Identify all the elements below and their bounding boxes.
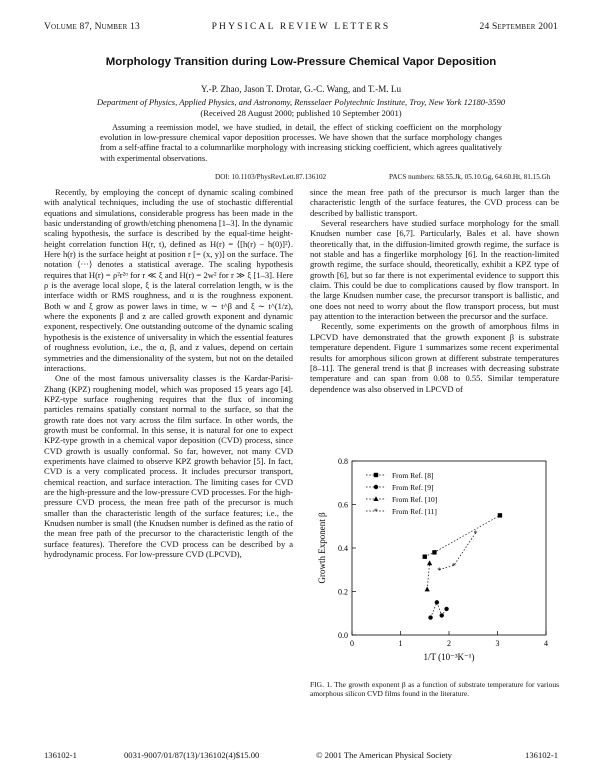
pacs-numbers: PACS numbers: 68.55.Jk, 05.10.Gg, 64.60.Ht, 81.15.Gh bbox=[389, 173, 551, 181]
x-tick-label: 4 bbox=[544, 639, 548, 648]
volume-label: Volume 87, Number 13 bbox=[44, 22, 141, 32]
data-point bbox=[444, 607, 448, 611]
paragraph: Recently, by employing the concept of dynamic scaling combined with analytical techniques, including the use of stochastic differential equations and simulations, considerable progress has been made in the basic understanding of growth/etching phenomena [1–3]. In the dynamic scaling hypothesis, the surface is described by the equal-time height-height correlation function H(r, t), defined as H(r) = ⟨[h(r) − h(0)]²⟩. Here h(r) is the surface height at position r [= (x, y)] on the surface. The notation ⟨···⟩ denotes a statistical average. The scaling hypothesis requires that H(r) = ρ²r²ᵅ for r ≪ ξ and H(r) = 2w² for r ≫ ξ [1–3]. Here ρ is the average local slope, ξ is the lateral correlation length, w is the interface width or RMS roughness, and α is the roughness exponent. Both w and ξ grow as power laws in time, w ∼ t^β and ξ ∼ t^(1/z), where the exponents β and z are called growth exponent and dynamic exponent, respectively. One outstanding outcome of the dynamic scaling hypothesis is the existence of universality in which the essential features of roughness evolution, i.e., the α, β, and z values, depend on certain symmetries and the dimensionality of the system, but not on the detailed interactions. bbox=[44, 187, 293, 373]
x-axis-label: 1/T (10⁻³K⁻¹) bbox=[423, 652, 475, 662]
legend-marker bbox=[374, 473, 378, 477]
paragraph: Recently, some experiments on the growth of amorphous films in LPCVD have demonstrated that the growth exponent β is substrate temperature dependent. Figure 1 summarizes some recent experimental results for amorphous silicon grown at different substrate temperatures [8–11]. The general trend is that β increases with decreasing substrate temperature and can span from 0.08 to 0.55. Similar temperature dependence was also observed in LPCVD of bbox=[310, 321, 559, 394]
paragraph: since the mean free path of the precursor is much larger than the characteristic length of the surface features, the CVD process can be described by ballistic transport. bbox=[310, 187, 559, 218]
body-column-right bbox=[310, 187, 559, 394]
x-tick-label: 2 bbox=[447, 639, 451, 648]
data-point bbox=[427, 560, 432, 565]
growth-exponent-chart bbox=[310, 453, 559, 665]
copyright: © 2001 The American Physical Society bbox=[316, 750, 452, 760]
data-point bbox=[432, 550, 436, 554]
data-point bbox=[428, 615, 432, 619]
affiliation: Department of Physics, Applied Physics, and Astronomy, Rensselaer Polytechnic Institute, Troy, New York 12180-3590 bbox=[96, 97, 506, 107]
y-tick-label: 0.2 bbox=[338, 587, 348, 597]
paragraph: One of the most famous universality classes is the Kardar-Parisi-Zhang (KPZ) roughening model, which was proposed 15 years ago [4]. KPZ-type surface roughening requires that the flux of incoming particles remains spatially constant normal to the surface, so that the growth rate does not vary across the film surface. In other words, the growth must be conformal. In this sense, it is natural for one to expect KPZ-type growth in a chemical vapor deposition (CVD) process, since CVD growth is usually conformal. So far, however, not many CVD experiments have claimed to observe KPZ growth behavior [5]. In fact, CVD is a very complicated process. It includes precursor transport, chemical reaction, and surface interaction. The limiting cases for CVD are the high-pressure and the low-pressure CVD processes. For the high-pressure CVD process, the mean free path of the precursor is much smaller than the characteristic length of the surface features; i.e., the Knudsen number is small (the Knudsen number is defined as the ratio of the mean free path of the precursor to the characteristic length of the surface features). Therefore the CVD process can be described by a hydrodynamic process. For low-pressure CVD (LPCVD), bbox=[44, 373, 293, 560]
legend-label: From Ref. [8] bbox=[392, 471, 434, 480]
running-header bbox=[44, 22, 558, 36]
received-dates: (Received 28 August 2000; published 10 September 2001) bbox=[200, 108, 402, 118]
plot-frame bbox=[352, 461, 546, 635]
y-tick-label: 0.6 bbox=[338, 500, 348, 510]
legend-marker: * bbox=[374, 507, 378, 516]
data-point bbox=[423, 555, 427, 559]
author-list: Y.-P. Zhao, Jason T. Drotar, G.-C. Wang, and T.-M. Lu bbox=[200, 84, 402, 94]
legend-label: From Ref. [10] bbox=[392, 495, 438, 504]
y-tick-label: 0.8 bbox=[338, 457, 348, 466]
legend-marker bbox=[373, 496, 378, 501]
paper-title: Morphology Transition during Low-Pressure Chemical Vapor Deposition bbox=[105, 56, 497, 68]
series-line bbox=[431, 602, 447, 617]
data-point: * bbox=[473, 528, 478, 538]
page-footer bbox=[44, 750, 558, 762]
page-number-left: 136102-1 bbox=[44, 750, 77, 760]
data-point bbox=[440, 613, 444, 617]
data-point bbox=[498, 513, 502, 517]
x-tick-label: 1 bbox=[398, 639, 403, 648]
legend-marker bbox=[374, 485, 378, 489]
data-point bbox=[435, 600, 439, 604]
data-point: * bbox=[437, 565, 442, 575]
y-tick-label: 0.4 bbox=[338, 544, 348, 553]
article-code: 0031-9007/01/87(13)/136102(4)$15.00 bbox=[124, 750, 260, 760]
page-number-right: 136102-1 bbox=[525, 750, 558, 760]
series-line bbox=[427, 563, 429, 589]
doi-line: DOI: 10.1103/PhysRevLett.87.136102 bbox=[215, 173, 327, 181]
x-tick-label: 3 bbox=[495, 639, 500, 648]
data-point: * bbox=[451, 561, 456, 571]
x-tick-label: 0 bbox=[350, 639, 354, 648]
y-axis-label: Growth Exponent β bbox=[317, 512, 327, 584]
journal-name: PHYSICAL REVIEW LETTERS bbox=[211, 22, 391, 32]
figure-1 bbox=[310, 453, 559, 665]
figure-caption: FIG. 1. The growth exponent β as a function of substrate temperature for various amorphous silicon CVD films found in the literature. bbox=[310, 680, 559, 699]
paragraph: Several researchers have studied surface morphology for the small Knudsen number case [6,7]. Particularly, Bales et al. have shown theoretically that, in the diffusion-limited growth regime, the surface is not stable and has a fingerlike morphology [6]. In the reaction-limited growth regime, the surface should, theoretically, exhibit a KPZ type of growth [6], but so far there is not experimental evidence to support this claim. This could be due to complications caused by flow transport. In the large Knudsen number case, the precursor transport is ballistic, and one does not need to worry about the flow transport process, but must pay attention to the interaction between the precursor and the surface. bbox=[310, 218, 559, 322]
legend-label: From Ref. [11] bbox=[392, 507, 437, 516]
issue-date: 24 September 2001 bbox=[479, 22, 558, 32]
legend-label: From Ref. [9] bbox=[392, 483, 434, 492]
data-point bbox=[425, 587, 430, 592]
body-column-left bbox=[44, 187, 293, 559]
y-tick-label: 0.0 bbox=[338, 631, 348, 640]
series-line bbox=[439, 533, 475, 570]
abstract: Assuming a reemission model, we have studied, in detail, the effect of sticking coefficient on the morphology evolution in low-pressure chemical vapor deposition processes. We have shown that the surface morphology changes from a self-affine fractal to a columnarlike morphology with increasing sticking coefficient, which agrees qualitatively with experimental observations. bbox=[100, 123, 502, 163]
